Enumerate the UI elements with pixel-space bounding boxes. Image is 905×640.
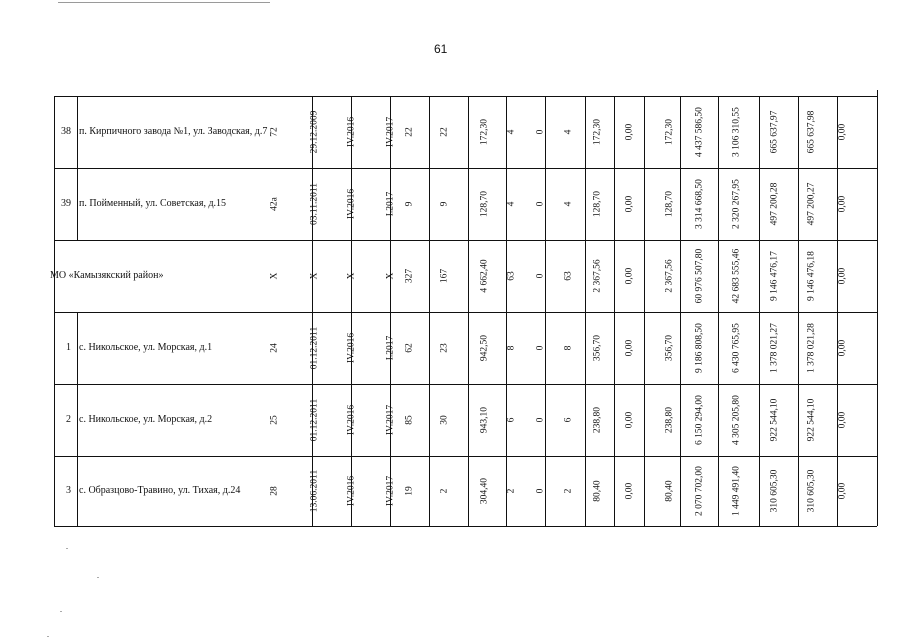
cell-value: 943,10 bbox=[479, 406, 490, 434]
column-border bbox=[545, 96, 546, 526]
cell-value: 0 bbox=[535, 201, 546, 207]
cell-value: 172,30 bbox=[592, 118, 603, 146]
cell-value: IV.2016 bbox=[346, 404, 357, 436]
cell-value: 0,00 bbox=[837, 411, 848, 429]
cell-value: 128,70 bbox=[479, 190, 490, 218]
cell-value: 6 150 294,00 bbox=[694, 395, 705, 445]
cell-value: 63 bbox=[506, 271, 517, 281]
cell-value: IV.2016 bbox=[346, 116, 357, 148]
cell-value: 4 bbox=[506, 129, 517, 135]
cell-value: 01.12.2011 bbox=[309, 398, 320, 442]
cell-value: 80,40 bbox=[664, 480, 675, 502]
cell-value: 0 bbox=[535, 417, 546, 423]
scan-speck bbox=[47, 636, 49, 637]
cell-value: 0,00 bbox=[624, 411, 635, 429]
cell-value: 0,00 bbox=[624, 482, 635, 500]
cell-value: 29.12.2009 bbox=[309, 110, 320, 154]
row-border bbox=[54, 526, 877, 527]
column-border bbox=[312, 96, 313, 526]
cell-value: 2 bbox=[506, 488, 517, 494]
cell-value: 2 070 702,00 bbox=[694, 466, 705, 516]
cell-value: 72 bbox=[269, 127, 280, 137]
cell-value: 497 200,27 bbox=[806, 182, 817, 226]
column-border bbox=[429, 96, 430, 526]
cell-value: 6 430 765,95 bbox=[731, 323, 742, 373]
cell-value: 9 bbox=[404, 201, 415, 207]
cell-value: 942,50 bbox=[479, 334, 490, 362]
cell-value: 0,00 bbox=[837, 339, 848, 357]
cell-value: 9 146 476,17 bbox=[769, 251, 780, 301]
cell-value: 1 378 021,28 bbox=[806, 323, 817, 373]
cell-value: 0,00 bbox=[837, 123, 848, 141]
row-border bbox=[54, 456, 877, 457]
cell-value: 2 367,56 bbox=[664, 259, 675, 293]
cell-value: 6 bbox=[563, 417, 574, 423]
column-border bbox=[77, 312, 78, 526]
cell-value: 9 186 808,50 bbox=[694, 323, 705, 373]
cell-value: 0 bbox=[535, 273, 546, 279]
column-border bbox=[759, 96, 760, 526]
row-address: п. Пойменный, ул. Советская, д.15 bbox=[79, 198, 227, 209]
cell-value: 0,00 bbox=[837, 482, 848, 500]
cell-value: 22 bbox=[404, 127, 415, 137]
cell-value: IV.2016 bbox=[346, 188, 357, 220]
row-address: МО «Камызякский район» bbox=[50, 270, 164, 281]
column-border bbox=[54, 96, 55, 526]
row-border bbox=[54, 312, 877, 313]
column-border bbox=[351, 96, 352, 526]
cell-value: 42 683 555,46 bbox=[731, 248, 742, 304]
cell-value: IV.2017 bbox=[385, 475, 396, 507]
cell-value: 9 146 476,18 bbox=[806, 251, 817, 301]
cell-value: 63 bbox=[563, 271, 574, 281]
cell-value: 0,00 bbox=[624, 339, 635, 357]
cell-value: 922 544,10 bbox=[769, 398, 780, 442]
cell-value: 0 bbox=[535, 129, 546, 135]
cell-value: X bbox=[269, 272, 280, 280]
cell-value: 4 305 205,80 bbox=[731, 395, 742, 445]
row-address: п. Кирпичного завода №1, ул. Заводская, д.7 bbox=[79, 126, 268, 137]
row-number: 38 bbox=[61, 126, 71, 137]
cell-value: 128,70 bbox=[592, 190, 603, 218]
row-border bbox=[54, 384, 877, 385]
cell-value: 665 637,98 bbox=[806, 110, 817, 154]
page-number: 61 bbox=[434, 42, 448, 56]
column-border bbox=[644, 96, 645, 526]
cell-value: 6 bbox=[506, 417, 517, 423]
cell-value: IV.2016 bbox=[346, 475, 357, 507]
cell-value: 238,80 bbox=[664, 406, 675, 434]
scan-speck bbox=[97, 577, 99, 578]
cell-value: 30 bbox=[439, 415, 450, 425]
cell-value: X bbox=[309, 272, 320, 280]
cell-value: 23 bbox=[439, 343, 450, 353]
column-border bbox=[680, 96, 681, 526]
cell-value: 922 544,10 bbox=[806, 398, 817, 442]
cell-value: 0,00 bbox=[837, 267, 848, 285]
column-border bbox=[506, 96, 507, 526]
cell-value: 3 314 668,50 bbox=[694, 179, 705, 229]
cell-value: 80,40 bbox=[592, 480, 603, 502]
cell-value: 4 bbox=[563, 129, 574, 135]
cell-value: 24 bbox=[269, 343, 280, 353]
column-border bbox=[468, 96, 469, 526]
cell-value: 60 976 507,80 bbox=[694, 248, 705, 304]
cell-value: 0,00 bbox=[624, 195, 635, 213]
cell-value: 0 bbox=[535, 345, 546, 351]
row-number: 2 bbox=[66, 414, 71, 425]
cell-value: 4 662,40 bbox=[479, 259, 490, 293]
row-border bbox=[54, 96, 877, 97]
cell-value: IV.2017 bbox=[385, 404, 396, 436]
housing-table bbox=[50, 96, 877, 526]
column-border bbox=[837, 96, 838, 526]
row-number: 1 bbox=[66, 342, 71, 353]
cell-value: X bbox=[385, 272, 396, 280]
cell-value: 01.12.2011 bbox=[309, 326, 320, 370]
cell-value: 8 bbox=[506, 345, 517, 351]
row-number: 3 bbox=[66, 485, 71, 496]
cell-value: 128,70 bbox=[664, 190, 675, 218]
cell-value: 42а bbox=[269, 197, 280, 211]
cell-value: 0,00 bbox=[624, 267, 635, 285]
cell-value: 2 367,56 bbox=[592, 259, 603, 293]
cell-value: 0,00 bbox=[837, 195, 848, 213]
cell-value: 304,40 bbox=[479, 477, 490, 505]
cell-value: 2 bbox=[439, 488, 450, 494]
cell-value: 1 449 491,40 bbox=[731, 466, 742, 516]
column-border bbox=[798, 96, 799, 526]
cell-value: 8 bbox=[563, 345, 574, 351]
cell-value: IV.2016 bbox=[346, 332, 357, 364]
row-border bbox=[54, 168, 877, 169]
scan-speck bbox=[60, 611, 62, 612]
column-border bbox=[77, 96, 78, 240]
row-number: 39 bbox=[61, 198, 71, 209]
cell-value: 1 378 021,27 bbox=[769, 323, 780, 373]
column-border bbox=[718, 96, 719, 526]
cell-value: 0,00 bbox=[624, 123, 635, 141]
column-border bbox=[390, 96, 391, 526]
cell-value: 4 437 586,50 bbox=[694, 107, 705, 157]
cell-value: I.2017 bbox=[385, 191, 396, 217]
cell-value: IV.2017 bbox=[385, 116, 396, 148]
cell-value: I.2017 bbox=[385, 335, 396, 361]
cell-value: 310 605,30 bbox=[769, 469, 780, 513]
cell-value: 497 200,28 bbox=[769, 182, 780, 226]
cell-value: 172,30 bbox=[479, 118, 490, 146]
cell-value: 356,70 bbox=[664, 334, 675, 362]
cell-value: 327 bbox=[404, 268, 415, 284]
cell-value: 0 bbox=[535, 488, 546, 494]
cell-value: 2 320 267,95 bbox=[731, 179, 742, 229]
row-border bbox=[54, 240, 877, 241]
cell-value: 28 bbox=[269, 486, 280, 496]
scan-speck bbox=[66, 548, 68, 549]
cell-value: 4 bbox=[506, 201, 517, 207]
column-border bbox=[877, 90, 878, 96]
column-border bbox=[877, 96, 878, 526]
cell-value: 25 bbox=[269, 415, 280, 425]
cell-value: X bbox=[346, 272, 357, 280]
column-border bbox=[585, 96, 586, 526]
cell-value: 172,30 bbox=[664, 118, 675, 146]
column-border bbox=[614, 96, 615, 526]
top-edge-line bbox=[58, 2, 270, 3]
cell-value: 9 bbox=[439, 201, 450, 207]
cell-value: 62 bbox=[404, 343, 415, 353]
row-address: с. Образцово-Травино, ул. Тихая, д.24 bbox=[79, 485, 241, 496]
cell-value: 13.06.2011 bbox=[309, 469, 320, 513]
cell-value: 3 106 310,55 bbox=[731, 107, 742, 157]
row-address: с. Никольское, ул. Морская, д.1 bbox=[79, 342, 213, 353]
cell-value: 4 bbox=[563, 201, 574, 207]
cell-value: 85 bbox=[404, 415, 415, 425]
row-address: с. Никольское, ул. Морская, д.2 bbox=[79, 414, 213, 425]
cell-value: 238,80 bbox=[592, 406, 603, 434]
cell-value: 03.11.2011 bbox=[309, 182, 320, 226]
cell-value: 167 bbox=[439, 268, 450, 284]
cell-value: 310 605,30 bbox=[806, 469, 817, 513]
cell-value: 19 bbox=[404, 486, 415, 496]
cell-value: 22 bbox=[439, 127, 450, 137]
cell-value: 665 637,97 bbox=[769, 110, 780, 154]
cell-value: 356,70 bbox=[592, 334, 603, 362]
cell-value: 2 bbox=[563, 488, 574, 494]
